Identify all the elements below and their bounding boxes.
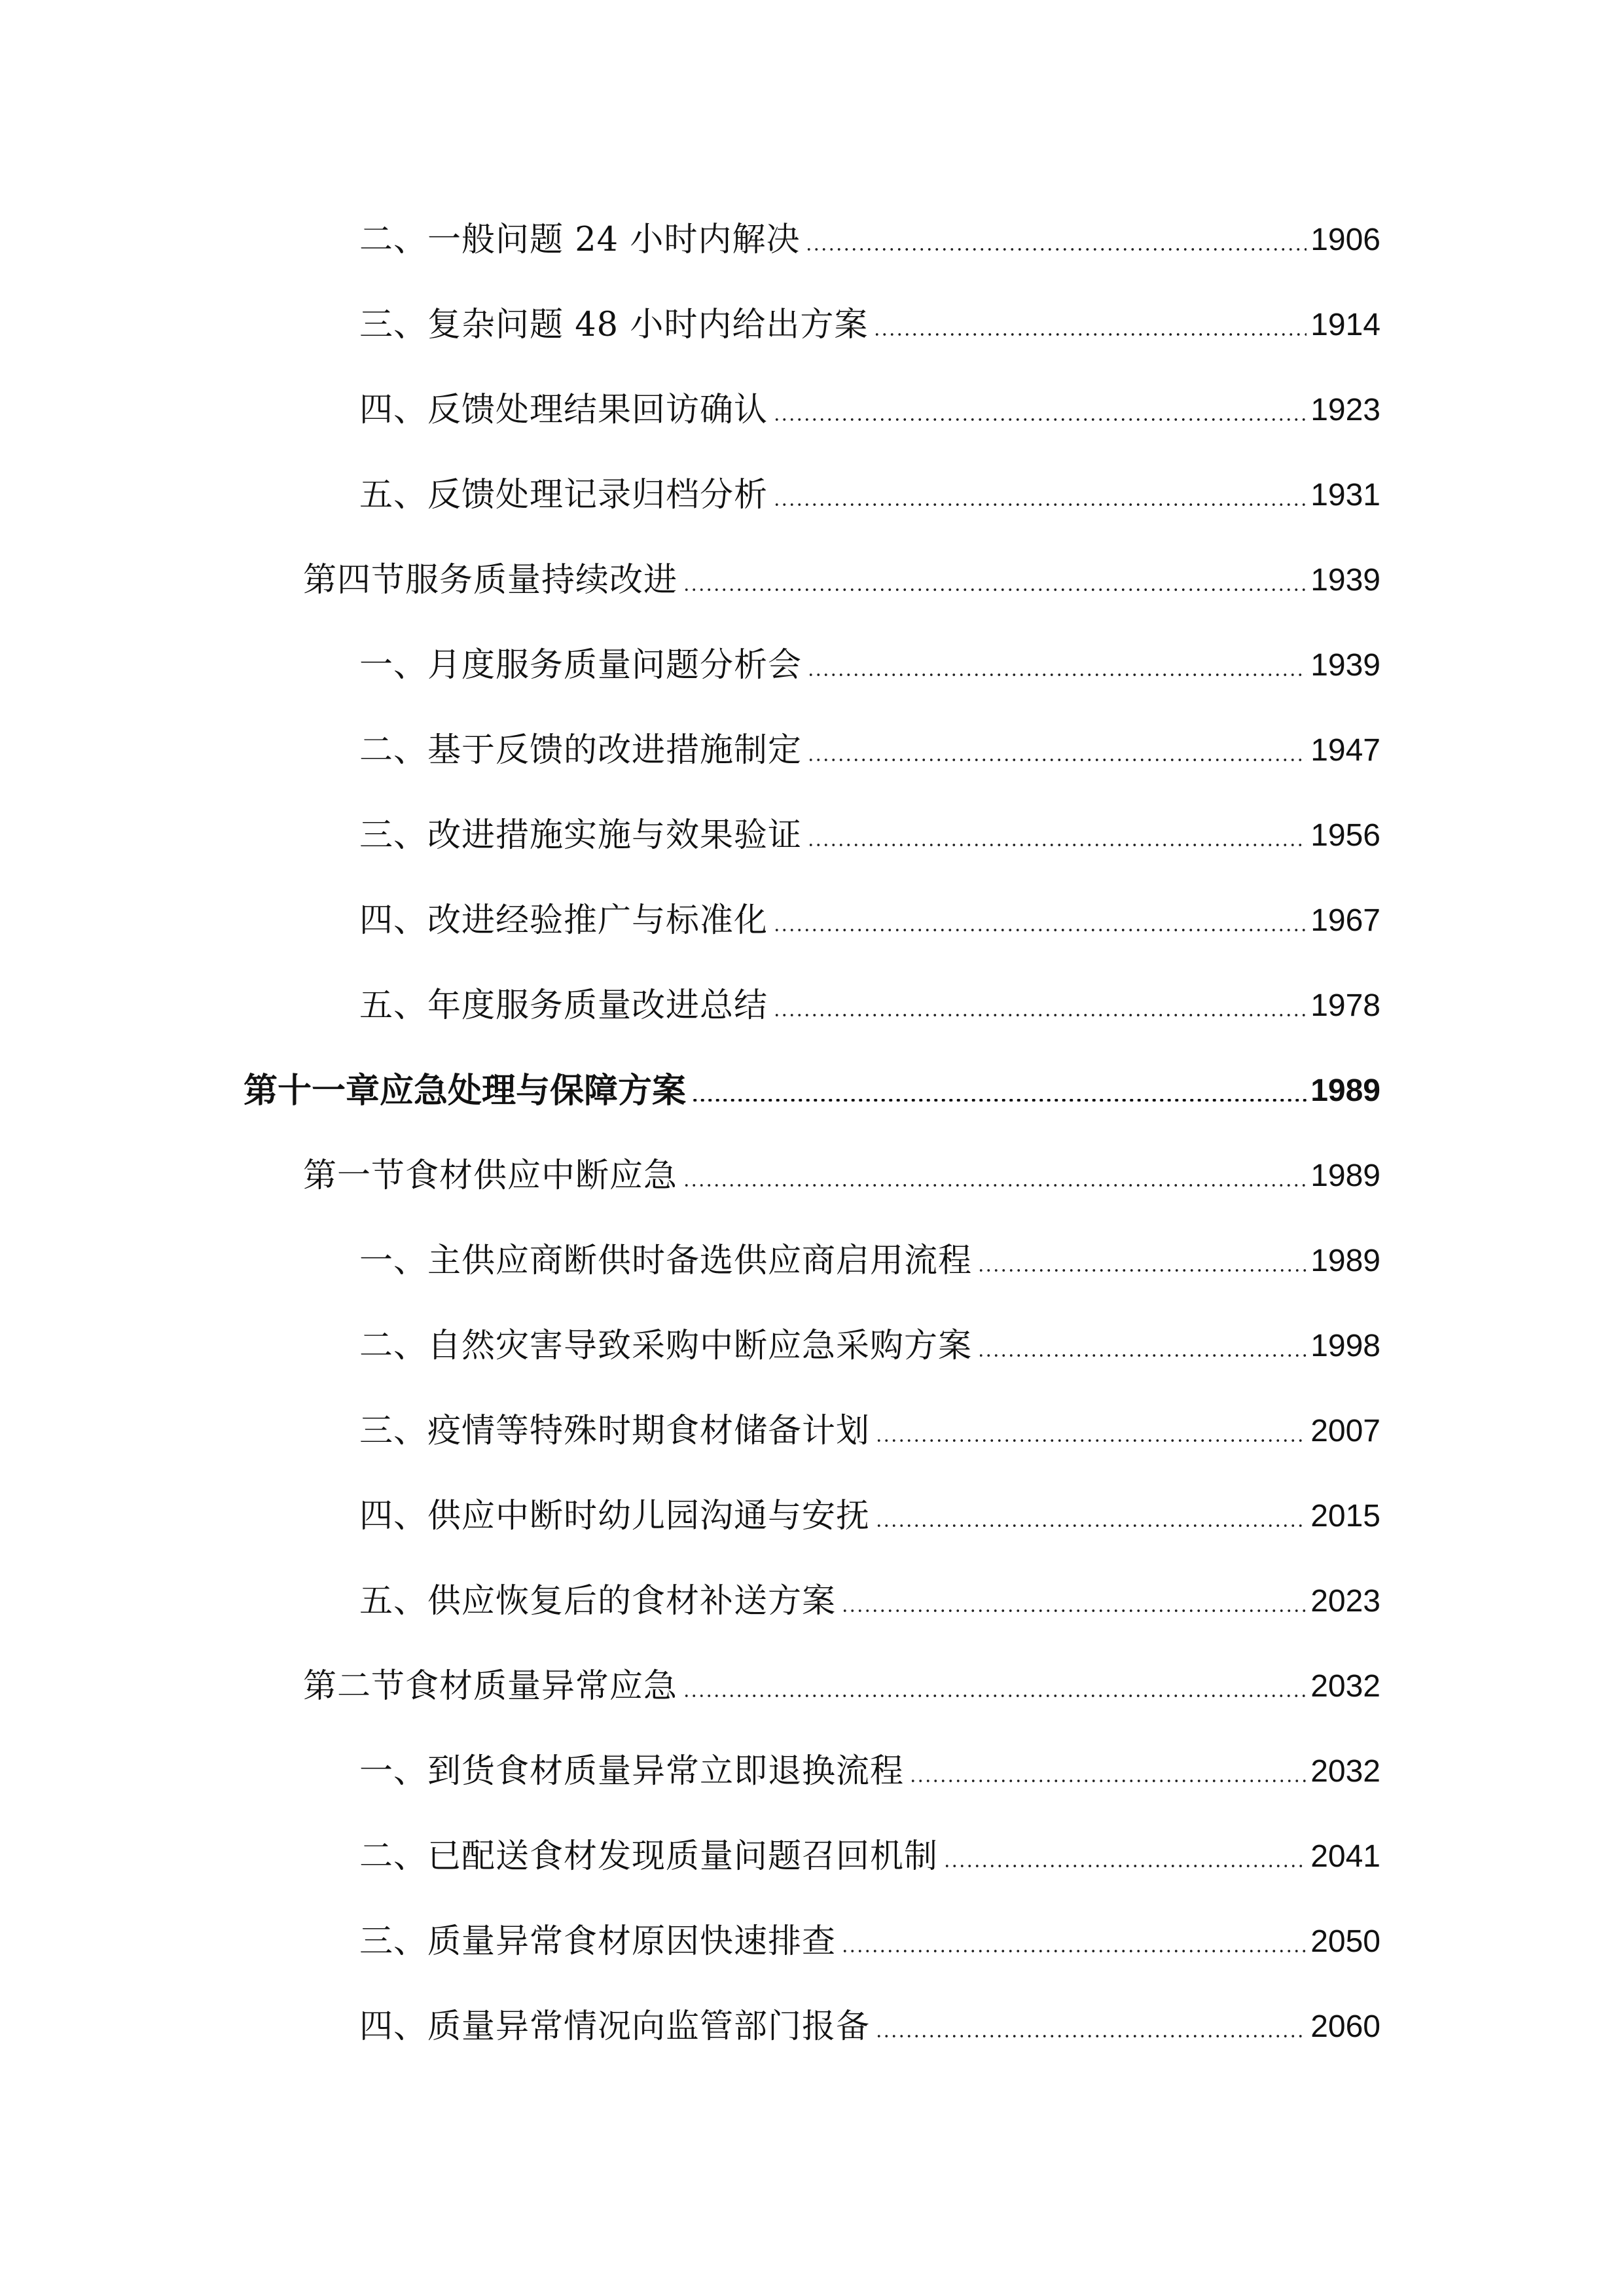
toc-dot-leader [805,214,1307,266]
toc-dot-leader [841,1916,1307,1968]
toc-entry[interactable] [359,725,1380,777]
toc-dot-leader [875,1405,1307,1458]
toc-entry[interactable] [359,1320,1380,1372]
toc-page-number: 1947 [1310,733,1380,768]
toc-page-number: 2032 [1310,1669,1380,1704]
toc-entry-title: 五、供应恢复后的食材补送方案 [359,1582,837,1621]
toc-dot-leader [841,1575,1307,1628]
toc-entry-title: 二、自然灾害导致采购中断应急采购方案 [359,1327,973,1365]
toc-entry[interactable] [359,1490,1380,1543]
toc-page-number: 1989 [1310,1073,1380,1108]
toc-section-entry[interactable] [303,1150,1380,1202]
toc-dot-leader [773,980,1307,1032]
toc-page-number: 2015 [1310,1499,1380,1534]
toc-dot-leader [683,554,1307,607]
toc-entry-title: 四、质量异常情况向监管部门报备 [359,2007,871,2046]
toc-dot-leader [977,1320,1307,1372]
toc-page-number: 2060 [1310,2009,1380,2044]
toc-page-number: 1989 [1310,1158,1380,1193]
toc-dot-leader [807,810,1307,862]
toc-dot-leader [977,1235,1307,1287]
toc-entry[interactable] [359,1235,1380,1287]
toc-entry[interactable] [359,299,1380,351]
toc-page-number: 1923 [1310,393,1380,427]
toc-page-number: 1989 [1310,1244,1380,1278]
toc-page-number: 1998 [1310,1329,1380,1363]
toc-entry-title: 三、质量异常食材原因快速排查 [359,1922,837,1961]
toc-chapter-entry[interactable] [244,1065,1380,1117]
toc-page-number: 1939 [1310,563,1380,598]
toc-page-number: 1956 [1310,818,1380,853]
toc-entry-title: 第四节服务质量持续改进 [303,561,678,600]
toc-entry-title: 二、一般问题 24 小时内解决 [359,221,801,259]
toc-page-number: 1914 [1310,308,1380,342]
toc-dot-leader [683,1150,1307,1202]
toc-page-number: 1931 [1310,478,1380,512]
toc-dot-leader [773,384,1307,437]
toc-page-number: 1939 [1310,648,1380,683]
toc-entry-title: 四、反馈处理结果回访确认 [359,391,768,429]
toc-entry-title: 三、疫情等特殊时期食材储备计划 [359,1412,871,1450]
toc-entry[interactable] [359,384,1380,437]
toc-page-number: 2050 [1310,1924,1380,1959]
toc-entry[interactable] [359,980,1380,1032]
toc-entry-title: 一、主供应商断供时备选供应商启用流程 [359,1242,973,1280]
toc-page-number: 1906 [1310,223,1380,257]
toc-entry[interactable] [359,2001,1380,2053]
toc-entry[interactable] [359,214,1380,266]
toc-entry[interactable] [359,1746,1380,1798]
toc-page-number: 2007 [1310,1414,1380,1448]
toc-entry[interactable] [359,1831,1380,1883]
toc-entry-title: 四、改进经验推广与标准化 [359,901,768,940]
toc-entry[interactable] [359,639,1380,692]
toc-section-entry[interactable] [303,554,1380,607]
toc-entry-title: 二、基于反馈的改进措施制定 [359,731,803,770]
toc-page-number: 2023 [1310,1584,1380,1619]
toc-section-entry[interactable] [303,1660,1380,1713]
toc-entry-title: 二、已配送食材发现质量问题召回机制 [359,1837,939,1876]
toc-page-number: 1967 [1310,903,1380,938]
toc-entry-title: 三、复杂问题 48 小时内给出方案 [359,306,869,344]
toc-page-number: 2041 [1310,1839,1380,1874]
toc-entry[interactable] [359,895,1380,947]
toc-entry[interactable] [359,1575,1380,1628]
toc-entry-title: 第一节食材供应中断应急 [303,1157,678,1195]
toc-entry[interactable] [359,1405,1380,1458]
toc-dot-leader [875,1490,1307,1543]
toc-page-number: 1978 [1310,988,1380,1023]
toc-page-number: 2032 [1310,1754,1380,1789]
toc-dot-leader [873,299,1307,351]
toc-entry-title: 第二节食材质量异常应急 [303,1667,678,1706]
toc-chapter-title: 第十一章应急处理与保障方案 [244,1071,687,1111]
toc-entry-title: 三、改进措施实施与效果验证 [359,816,803,855]
toc-dot-leader [683,1660,1307,1713]
toc-entry[interactable] [359,469,1380,522]
toc-dot-leader [943,1831,1307,1883]
toc-dot-leader [875,2001,1307,2053]
toc-entry-title: 一、到货食材质量异常立即退换流程 [359,1752,905,1791]
toc-entry-title: 四、供应中断时幼儿园沟通与安抚 [359,1497,871,1535]
toc-dot-leader [773,895,1307,947]
toc-dot-leader [773,469,1307,522]
toc-entry[interactable] [359,810,1380,862]
toc-entry-title: 一、月度服务质量问题分析会 [359,646,803,685]
toc-entry[interactable] [359,1916,1380,1968]
toc-dot-leader [807,639,1307,692]
toc-dot-leader [909,1746,1307,1798]
toc-entry-title: 五、年度服务质量改进总结 [359,986,768,1025]
toc-entry-title: 五、反馈处理记录归档分析 [359,476,768,514]
toc-dot-leader [691,1065,1307,1117]
toc-dot-leader [807,725,1307,777]
